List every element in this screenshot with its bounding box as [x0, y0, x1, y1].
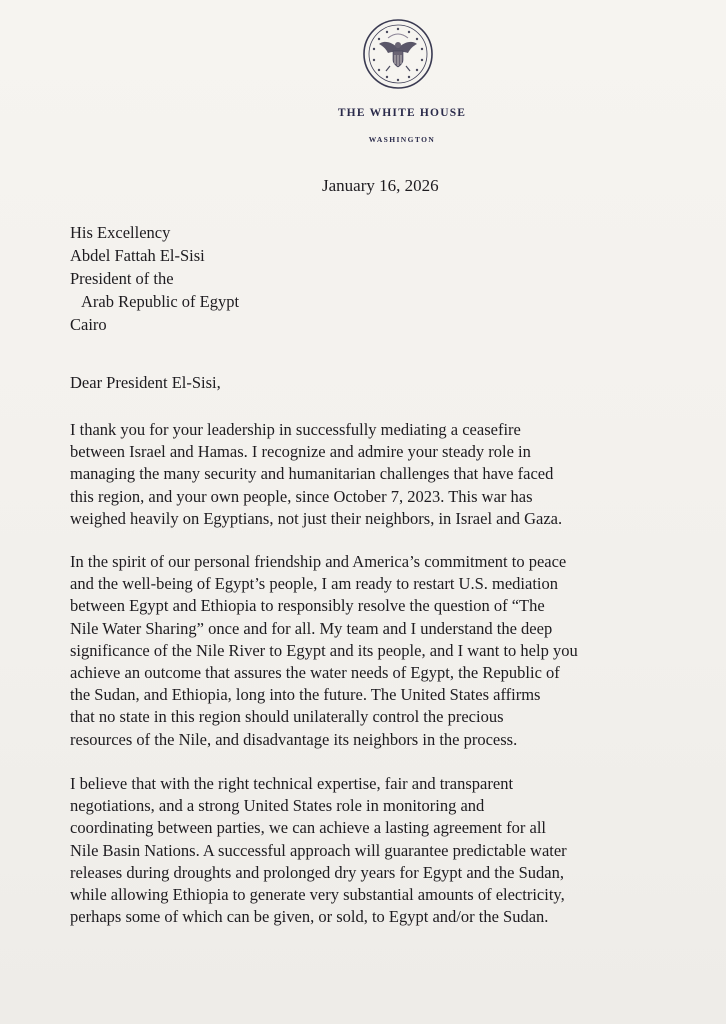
- paragraph-line: I believe that with the right technical expertise, fair and transparent: [70, 774, 514, 793]
- paragraph-line: and the well-being of Egypt’s people, I am ready to restart U.S. mediation: [70, 574, 558, 594]
- recipient-address: [70, 221, 239, 336]
- recipient-line: His Excellency: [70, 223, 171, 242]
- paragraph-line: weighed heavily on Egyptians, not just their neighbors, in Israel and Gaza.: [70, 508, 563, 528]
- body-paragraph: [70, 773, 567, 928]
- paragraph-line: while allowing Ethiopia to generate very substantial amounts of electricity,: [70, 885, 565, 905]
- paragraph-line: that no state in this region should unilaterally control the precious: [70, 707, 504, 727]
- paragraph-line: releases during droughts and prolonged dry years for Egypt and the Sudan,: [70, 862, 564, 882]
- paragraph-line: managing the many security and humanitarian challenges that have faced: [70, 464, 554, 484]
- recipient-line: Abdel Fattah El-Sisi: [70, 246, 205, 265]
- letter-date: January 16, 2026: [322, 176, 439, 195]
- paragraph-line: I thank you for your leadership in successfully mediating a ceasefire: [70, 420, 521, 439]
- paragraph-line: between Israel and Hamas. I recognize and admire your steady role in: [70, 442, 531, 462]
- presidential-seal-icon: [362, 18, 434, 90]
- paragraph-line: perhaps some of which can be given, or sold, to Egypt and/or the Sudan.: [70, 907, 549, 927]
- paragraph-line: In the spirit of our personal friendship and America’s commitment to peace: [70, 552, 567, 571]
- paragraph-line: coordinating between parties, we can achieve a lasting agreement for all: [70, 818, 546, 838]
- paragraph-line: Nile Water Sharing” once and for all. My team and I understand the deep: [70, 618, 553, 638]
- paragraph-line: between Egypt and Ethiopia to responsibly resolve the question of “The: [70, 596, 545, 616]
- salutation: Dear President El-Sisi,: [70, 373, 221, 392]
- paragraph-line: negotiations, and a strong United States role in monitoring and: [70, 796, 485, 816]
- paragraph-line: achieve an outcome that assures the water needs of Egypt, the Republic of: [70, 663, 560, 683]
- letterhead-subtitle: WASHINGTON: [368, 135, 436, 144]
- paragraph-line: Nile Basin Nations. A successful approach will guarantee predictable water: [70, 840, 567, 860]
- recipient-line: Arab Republic of Egypt: [81, 292, 240, 311]
- body-paragraph: [70, 419, 562, 530]
- paragraph-line: this region, and your own people, since October 7, 2023. This war has: [70, 486, 533, 506]
- recipient-line: President of the: [70, 269, 174, 288]
- recipient-line: Cairo: [70, 315, 107, 334]
- paragraph-line: the Sudan, and Ethiopia, long into the future. The United States affirms: [70, 685, 541, 705]
- paragraph-line: significance of the Nile River to Egypt and its people, and I want to help you: [70, 640, 578, 660]
- body-paragraph: [70, 551, 578, 751]
- letterhead-title: THE WHITE HOUSE: [337, 107, 467, 119]
- paragraph-line: resources of the Nile, and disadvantage its neighbors in the process.: [70, 729, 518, 749]
